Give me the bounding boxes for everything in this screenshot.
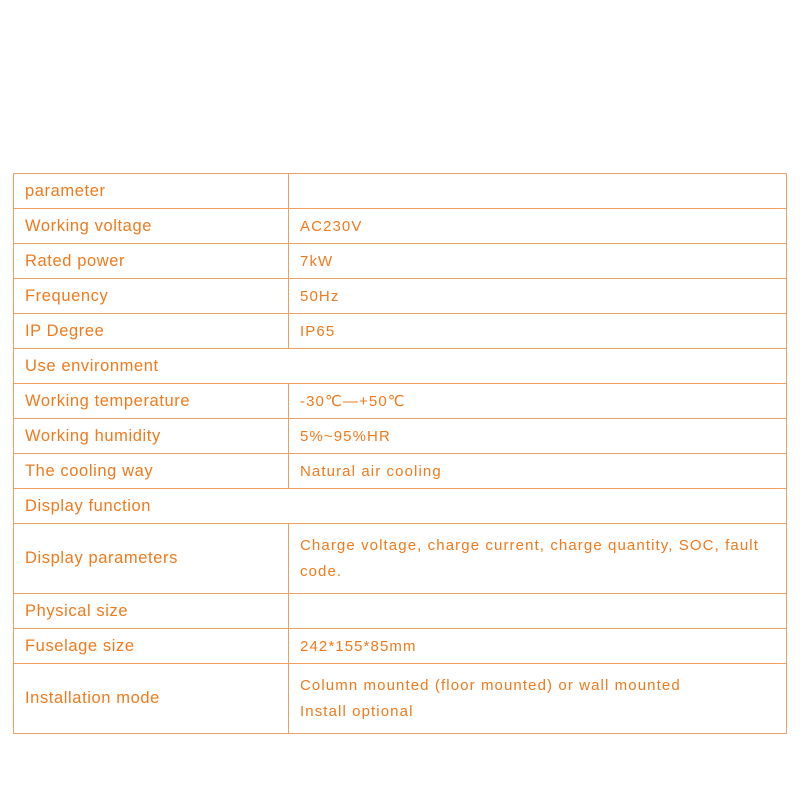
- row-label: Physical size: [14, 594, 289, 629]
- row-value: IP65: [289, 314, 787, 349]
- table-row-working-humidity: [14, 419, 787, 454]
- table-row-working-temperature: [14, 384, 787, 419]
- row-label: Fuselage size: [14, 629, 289, 664]
- specification-table: [13, 173, 787, 734]
- table-section-use-environment: [14, 349, 787, 384]
- table-row-installation-mode: [14, 664, 787, 734]
- row-value: 50Hz: [289, 279, 787, 314]
- row-label: Frequency: [14, 279, 289, 314]
- row-label: Display parameters: [14, 524, 289, 594]
- row-value: 7kW: [289, 244, 787, 279]
- section-heading: Use environment: [14, 349, 787, 384]
- row-label: Working voltage: [14, 209, 289, 244]
- row-label: Working temperature: [14, 384, 289, 419]
- row-value: [289, 664, 787, 734]
- section-heading: Display function: [14, 489, 787, 524]
- row-label: Installation mode: [14, 664, 289, 734]
- table-section-display-function: [14, 489, 787, 524]
- row-value: Natural air cooling: [289, 454, 787, 489]
- row-value: [289, 174, 787, 209]
- row-value: AC230V: [289, 209, 787, 244]
- row-value: Charge voltage, charge current, charge quantity, SOC, fault code.: [289, 524, 787, 594]
- value-line: Column mounted (floor mounted) or wall mounted: [300, 676, 681, 694]
- row-label: The cooling way: [14, 454, 289, 489]
- table-row-display-parameters: [14, 524, 787, 594]
- row-value: 242*155*85mm: [289, 629, 787, 664]
- table-row-cooling-way: [14, 454, 787, 489]
- row-value: -30℃—+50℃: [289, 384, 787, 419]
- table-row-parameter: [14, 174, 787, 209]
- value-line: Install optional: [300, 702, 414, 720]
- table-row-frequency: [14, 279, 787, 314]
- row-label: IP Degree: [14, 314, 289, 349]
- row-label: Rated power: [14, 244, 289, 279]
- row-label: parameter: [14, 174, 289, 209]
- table-row-ip-degree: [14, 314, 787, 349]
- row-value: 5%~95%HR: [289, 419, 787, 454]
- table-row-working-voltage: [14, 209, 787, 244]
- table-row-physical-size: [14, 594, 787, 629]
- table-row-rated-power: [14, 244, 787, 279]
- table-row-fuselage-size: [14, 629, 787, 664]
- row-value: [289, 594, 787, 629]
- row-label: Working humidity: [14, 419, 289, 454]
